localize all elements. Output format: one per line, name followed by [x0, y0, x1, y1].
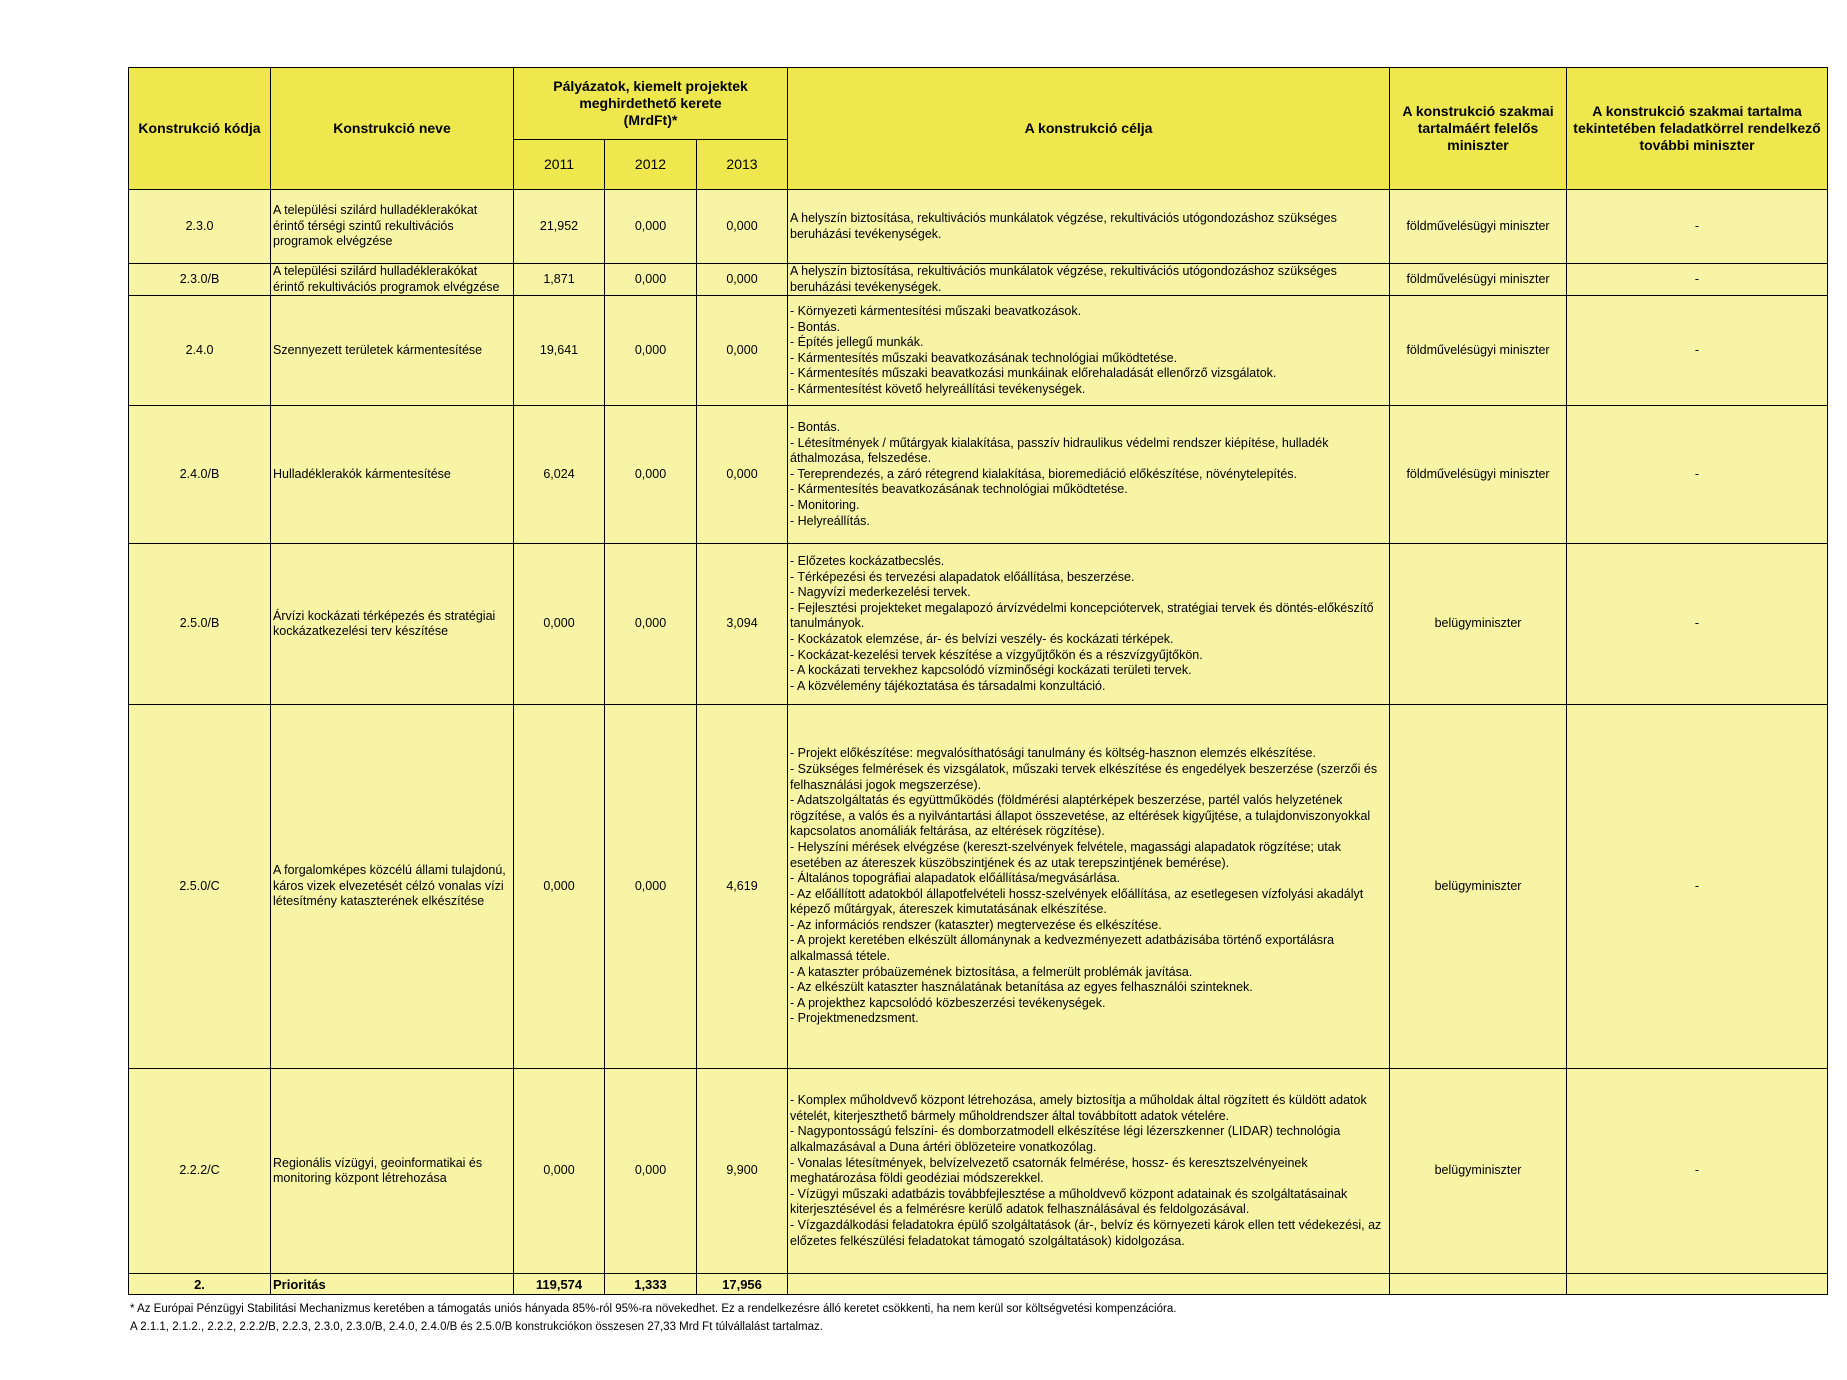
footnote-overcommitment: A 2.1.1, 2.1.2., 2.2.2, 2.2.2/B, 2.2.3, 2.3.0, 2.3.0/B, 2.4.0, 2.4.0/B és 2.5.0/B konstrukciókon összesen 27,33 Mrd Ft túlvállalást tartalmaz. — [130, 1321, 823, 1333]
row-aim: - Előzetes kockázatbecslés. - Térképezési és tervezési alapadatok előállítása, beszerzése. - Nagyvízi mederkezelési tervek. - Fejlesztési projekteket megalapozó árvízvédelmi koncepciótervek, stratégiai tervek és döntés-előkészítő tanulmányok. - Kockázatok elemzése, ár- és belvízi veszély- és kockázati térképek. - Kockázat-kezelési tervek készítése a vízgyűjtőkön és a részvízgyűjtőkön. - A kockázati tervekhez kapcsolódó vízminőségi kockázati területi tervek. - A közvélemény tájékoztatása és társadalmi konzultáció. — [788, 544, 1390, 705]
total-minister-empty — [1390, 1274, 1567, 1295]
footnote-asterisk: * Az Európai Pénzügyi Stabilitási Mechanizmus keretében a támogatás uniós hányada 85%-ról 95%-ra növekedhet. Ez a rendelkezésre álló keretet csökkenti, ha nem kerül sor költségvetési kompenzációra. — [130, 1303, 1177, 1315]
row-name: A települési szilárd hulladéklerakókat érintő térségi szintű rekultivációs programok elvégzése — [271, 190, 514, 264]
row-value-2013: 3,094 — [697, 544, 788, 705]
row-code: 2.4.0/B — [129, 406, 271, 544]
row-value-2013: 4,619 — [697, 705, 788, 1069]
row-value-2013: 0,000 — [697, 296, 788, 406]
row-name: A települési szilárd hulladéklerakókat érintő rekultivációs programok elvégzése — [271, 264, 514, 296]
total-code: 2. — [129, 1274, 271, 1295]
row-value-2012: 0,000 — [605, 1069, 697, 1274]
row-value-2012: 0,000 — [605, 705, 697, 1069]
row-value-2011: 0,000 — [514, 1069, 605, 1274]
row-aim: A helyszín biztosítása, rekultivációs munkálatok végzése, rekultivációs utógondozáshoz szükséges beruházási tevékenységek. — [788, 190, 1390, 264]
row-other-minister: - — [1567, 406, 1828, 544]
row-other-minister: - — [1567, 264, 1828, 296]
header-year-2012: 2012 — [605, 140, 697, 190]
row-aim: - Bontás. - Létesítmények / műtárgyak kialakítása, passzív hidraulikus védelmi rendszer kiépítése, hulladék áthalmozása, felszedése. - Tereprendezés, a záró rétegrend kialakítása, bioremediáció előkészítése, növénytelepítés. - Kármentesítés beavatkozásának technológiai működtetése. - Monitoring. - Helyreállítás. — [788, 406, 1390, 544]
row-minister: földművelésügyi miniszter — [1390, 190, 1567, 264]
total-name: Prioritás — [271, 1274, 514, 1295]
table-row — [129, 296, 1828, 406]
row-value-2011: 6,024 — [514, 406, 605, 544]
row-other-minister: - — [1567, 1069, 1828, 1274]
total-other-empty — [1567, 1274, 1828, 1295]
header-code: Konstrukció kódja — [129, 68, 271, 190]
row-value-2012: 0,000 — [605, 190, 697, 264]
row-value-2013: 9,900 — [697, 1069, 788, 1274]
row-minister: földművelésügyi miniszter — [1390, 406, 1567, 544]
row-value-2011: 1,871 — [514, 264, 605, 296]
row-minister: belügyminiszter — [1390, 544, 1567, 705]
row-code: 2.5.0/C — [129, 705, 271, 1069]
row-other-minister: - — [1567, 190, 1828, 264]
table-row — [129, 406, 1828, 544]
row-aim: - Komplex műholdvevő központ létrehozása, amely biztosítja a műholdak által rögzített és küldött adatok vételét, kiterjeszthető bármely műholdrendszer által továbbított adatok vételére. - Nagypontosságú felszíni- és domborzatmodell elkészítése légi lézerszkenner (LIDAR) technológia alkalmazásával a Duna ártéri öblözeteire vonatkozólag. - Vonalas létesítmények, belvízelvezető csatornák felmérése, hossz- és keresztszelvényeinek meghatározása földi geodéziai módszerekkel. - Vízügyi műszaki adatbázis továbbfejlesztése a műholdvevő központ adatainak és szolgáltatásainak kiterjesztésével és a felmérésre kerülő adatok felhasználásával és feldolgozásával. - Vízgazdálkodási feladatokra épülő szolgáltatások (ár-, belvíz és környezeti károk ellen tett védekezési, az előzetes felkészülési feladatokat támogató szolgáltatások) kidolgozása. — [788, 1069, 1390, 1274]
row-code: 2.3.0 — [129, 190, 271, 264]
construction-table — [128, 67, 1828, 1295]
row-other-minister: - — [1567, 705, 1828, 1069]
row-aim: A helyszín biztosítása, rekultivációs munkálatok végzése, rekultivációs utógondozáshoz szükséges beruházási tevékenységek. — [788, 264, 1390, 296]
total-aim-empty — [788, 1274, 1390, 1295]
row-minister: földművelésügyi miniszter — [1390, 296, 1567, 406]
table-row — [129, 1069, 1828, 1274]
header-year-2011: 2011 — [514, 140, 605, 190]
row-code: 2.2.2/C — [129, 1069, 271, 1274]
row-code: 2.4.0 — [129, 296, 271, 406]
row-value-2012: 0,000 — [605, 544, 697, 705]
row-minister: belügyminiszter — [1390, 1069, 1567, 1274]
header-year-2013: 2013 — [697, 140, 788, 190]
row-code: 2.3.0/B — [129, 264, 271, 296]
row-minister: földművelésügyi miniszter — [1390, 264, 1567, 296]
row-value-2011: 21,952 — [514, 190, 605, 264]
table-row — [129, 544, 1828, 705]
row-name: Árvízi kockázati térképezés és stratégiai kockázatkezelési terv készítése — [271, 544, 514, 705]
row-name: Hulladéklerakók kármentesítése — [271, 406, 514, 544]
row-value-2011: 19,641 — [514, 296, 605, 406]
table-row — [129, 705, 1828, 1069]
row-value-2013: 0,000 — [697, 190, 788, 264]
row-name: A forgalomképes közcélú állami tulajdonú, káros vizek elvezetését célzó vonalas vízi létesítmény kataszterének elkészítése — [271, 705, 514, 1069]
row-other-minister: - — [1567, 296, 1828, 406]
header-name: Konstrukció neve — [271, 68, 514, 190]
row-value-2013: 0,000 — [697, 264, 788, 296]
row-aim: - Környezeti kármentesítési műszaki beavatkozások. - Bontás. - Építés jellegű munkák. - Kármentesítés műszaki beavatkozásának technológiai működtetése. - Kármentesítés műszaki beavatkozási munkáinak előrehaladását ellenőrző vizsgálatok. - Kármentesítést követő helyreállítási tevékenységek. — [788, 296, 1390, 406]
header-aim: A konstrukció célja — [788, 68, 1390, 190]
row-value-2011: 0,000 — [514, 544, 605, 705]
total-row — [129, 1274, 1828, 1295]
total-2013: 17,956 — [697, 1274, 788, 1295]
total-2011: 119,574 — [514, 1274, 605, 1295]
row-code: 2.5.0/B — [129, 544, 271, 705]
row-name: Regionális vízügyi, geoinformatikai és monitoring központ létrehozása — [271, 1069, 514, 1274]
row-other-minister: - — [1567, 544, 1828, 705]
row-minister: belügyminiszter — [1390, 705, 1567, 1069]
row-value-2012: 0,000 — [605, 264, 697, 296]
table-row — [129, 264, 1828, 296]
header-other-minister: A konstrukció szakmai tartalma tekintetében feladatkörrel rendelkező további miniszter — [1567, 68, 1828, 190]
row-name: Szennyezett területek kármentesítése — [271, 296, 514, 406]
header-budget: Pályázatok, kiemelt projektek meghirdethető kerete (MrdFt)* — [514, 68, 788, 140]
total-2012: 1,333 — [605, 1274, 697, 1295]
header-minister: A konstrukció szakmai tartalmáért felelős miniszter — [1390, 68, 1567, 190]
row-value-2011: 0,000 — [514, 705, 605, 1069]
row-value-2012: 0,000 — [605, 296, 697, 406]
row-aim: - Projekt előkészítése: megvalósíthatósági tanulmány és költség-hasznon elemzés elkészítése. - Szükséges felmérések és vizsgálatok, műszaki tervek elkészítése és engedélyek beszerzése (szerzői és felhasználási jogok megszerzése). - Adatszolgáltatás és együttműködés (földmérési alaptérképek beszerzése, partél valós helyzetének rögzítése, a valós és a nyilvántartási állapot összevetése, az eltérések kigyűjtése, a tulajdonviszonyokkal kapcsolatos anomáliák feltárása, az eltérések rögzítése). - Helyszíni mérések elvégzése (kereszt-szelvények felvétele, magassági alapadatok rögzítése; utak esetében az átereszek küszöbszintjének és az utak terepszintjének bemérése). - Általános topográfiai alapadatok előállítása/megvásárlása. - Az előállított adatokból állapotfelvételi hossz-szelvények előállítása, az esetlegesen vízfolyási akadályt képező műtárgyak, átereszek kimutatásának elkészítése. - Az információs rendszer (kataszter) megtervezése és elkészítése. - A projekt keretében elkészült állománynak a kedvezményezett adatbázisába történő exportálásra alkalmassá tétele. - A kataszter próbaüzemének biztosítása, a felmerült problémák javítása. - Az elkészült kataszter használatának betanítása az egyes felhasználói szinteknek. - A projekthez kapcsolódó közbeszerzési tevékenységek. - Projektmenedzsment. — [788, 705, 1390, 1069]
table-row — [129, 190, 1828, 264]
row-value-2012: 0,000 — [605, 406, 697, 544]
row-value-2013: 0,000 — [697, 406, 788, 544]
